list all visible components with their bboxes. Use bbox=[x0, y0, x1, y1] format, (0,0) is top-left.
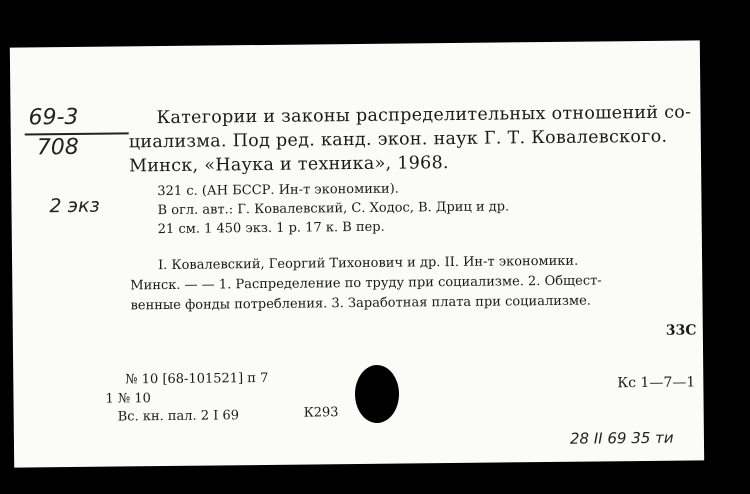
description-line-1: 321 с. (АН БССР. Ин-т экономики). bbox=[157, 181, 399, 200]
title-line-1: Категории и законы распределительных отношений со- bbox=[156, 102, 692, 129]
classification-code: 33С bbox=[665, 322, 697, 339]
kc-code: Кс 1—7—1 bbox=[617, 374, 696, 392]
tracing-line-1: I. Ковалевский, Георгий Тихонович и др. II. Ин-т экономики. bbox=[158, 253, 579, 274]
tracing-line-2: Минск. — — 1. Распределение по труду при социализме. 2. Общест- bbox=[130, 273, 602, 294]
call-number-top: 69-3 bbox=[28, 104, 79, 131]
tracing-line-3: венные фонды потребления. 3. Заработная плата при социализме. bbox=[130, 293, 591, 314]
description-line-2: В огл. авт.: Г. Ковалевский, С. Ходос, В. Дриц и др. bbox=[157, 199, 510, 219]
record-number: № 10 [68-101521] п 7 bbox=[125, 370, 269, 388]
title-line-2: циализма. Под ред. канд. экон. наук Г. Т. Ковалевского. bbox=[128, 126, 668, 153]
title-line-3: Минск, «Наука и техника», 1968. bbox=[128, 153, 449, 177]
copies-note: 2 экз bbox=[49, 194, 100, 218]
book-chamber-line: Вс. кн. пал. 2 I 69 bbox=[117, 408, 240, 425]
description-line-3: 21 см. 1 450 экз. 1 р. 17 к. В пер. bbox=[157, 219, 385, 238]
k-code: К293 bbox=[303, 405, 339, 421]
call-number-bottom: 708 bbox=[36, 134, 79, 161]
count-line: 1 № 10 bbox=[105, 391, 151, 407]
handwritten-date: 28 II 69 35 ти bbox=[569, 428, 674, 448]
punch-hole bbox=[355, 365, 399, 423]
